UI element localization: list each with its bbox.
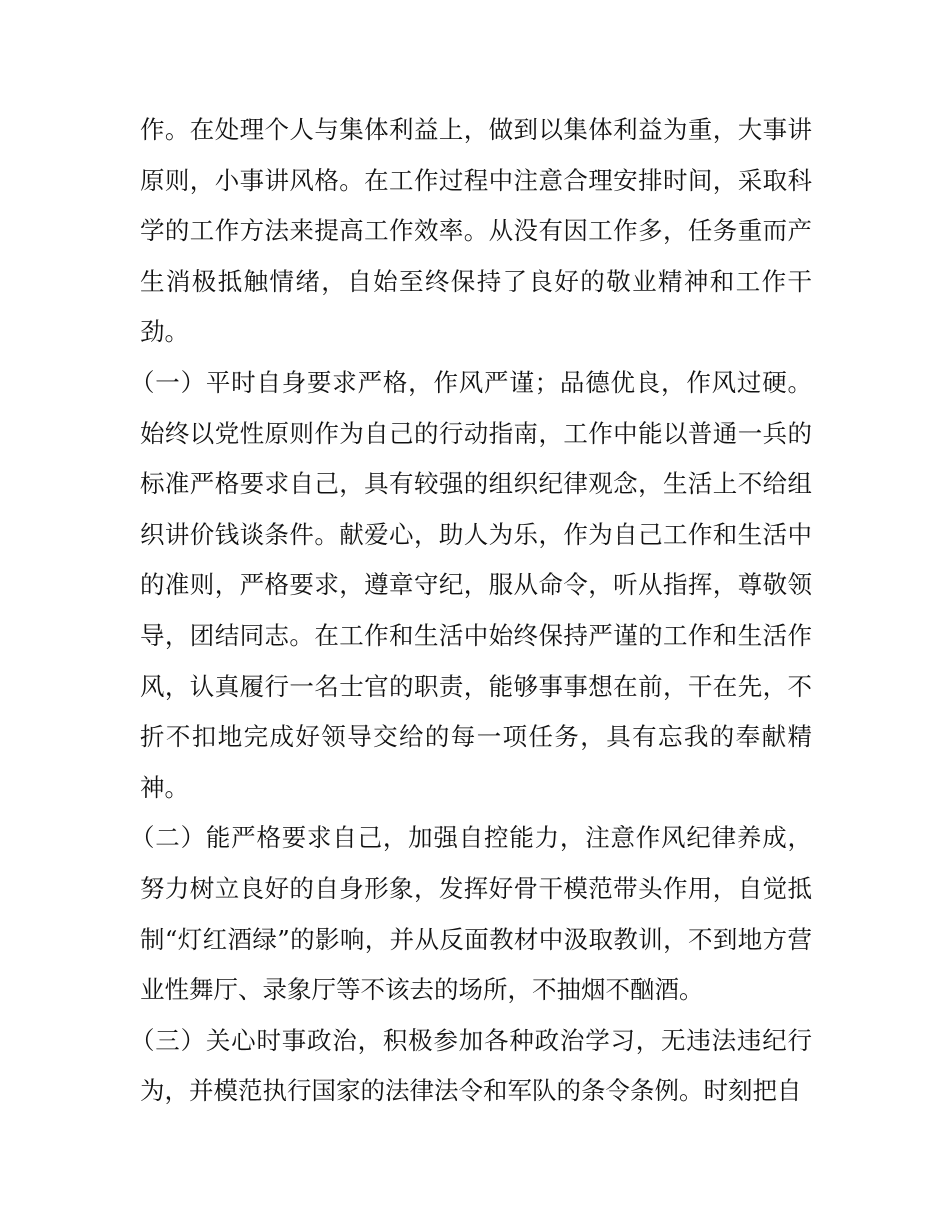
paragraph-4: （三）关心时事政治，积极参加各种政治学习，无违法违纪行为，并模范执行国家的法律法令和军队的条令条例。时刻把自 <box>130 1025 812 1106</box>
paragraph-1: 作。在处理个人与集体利益上，做到以集体利益为重，大事讲原则，小事讲风格。在工作过程中注意合理安排时间，采取科学的工作方法来提高工作效率。从没有因工作多，任务重而产生消极抵触情绪，自始至终保持了良好的敬业精神和工作干劲。 <box>140 115 812 347</box>
document-body <box>130 105 812 1117</box>
paragraph-3: （二）能严格要求自己，加强自控能力，注意作风纪律养成，努力树立良好的自身形象，发挥好骨干模范带头作用，自觉抵制“灯红酒绿”的影响，并从反面教材中汲取教训，不到地方营业性舞厅、录象厅等不该去的场所，不抽烟不酗酒。 <box>130 823 812 1005</box>
paragraph-2: （一）平时自身要求严格，作风严谨；品德优良，作风过硬。始终以党性原则作为自己的行动指南，工作中能以普通一兵的标准严格要求自己，具有较强的组织纪律观念，生活上不给组织讲价钱谈条件。献爱心，助人为乐，作为自己工作和生活中的准则，严格要求，遵章守纪，服从命令，听从指挥，尊敬领导，团结同志。在工作和生活中始终保持严谨的工作和生活作风，认真履行一名士官的职责，能够事事想在前，干在先，不折不扣地完成好领导交给的每一项任务，具有忘我的奉献精神。 <box>130 367 812 802</box>
